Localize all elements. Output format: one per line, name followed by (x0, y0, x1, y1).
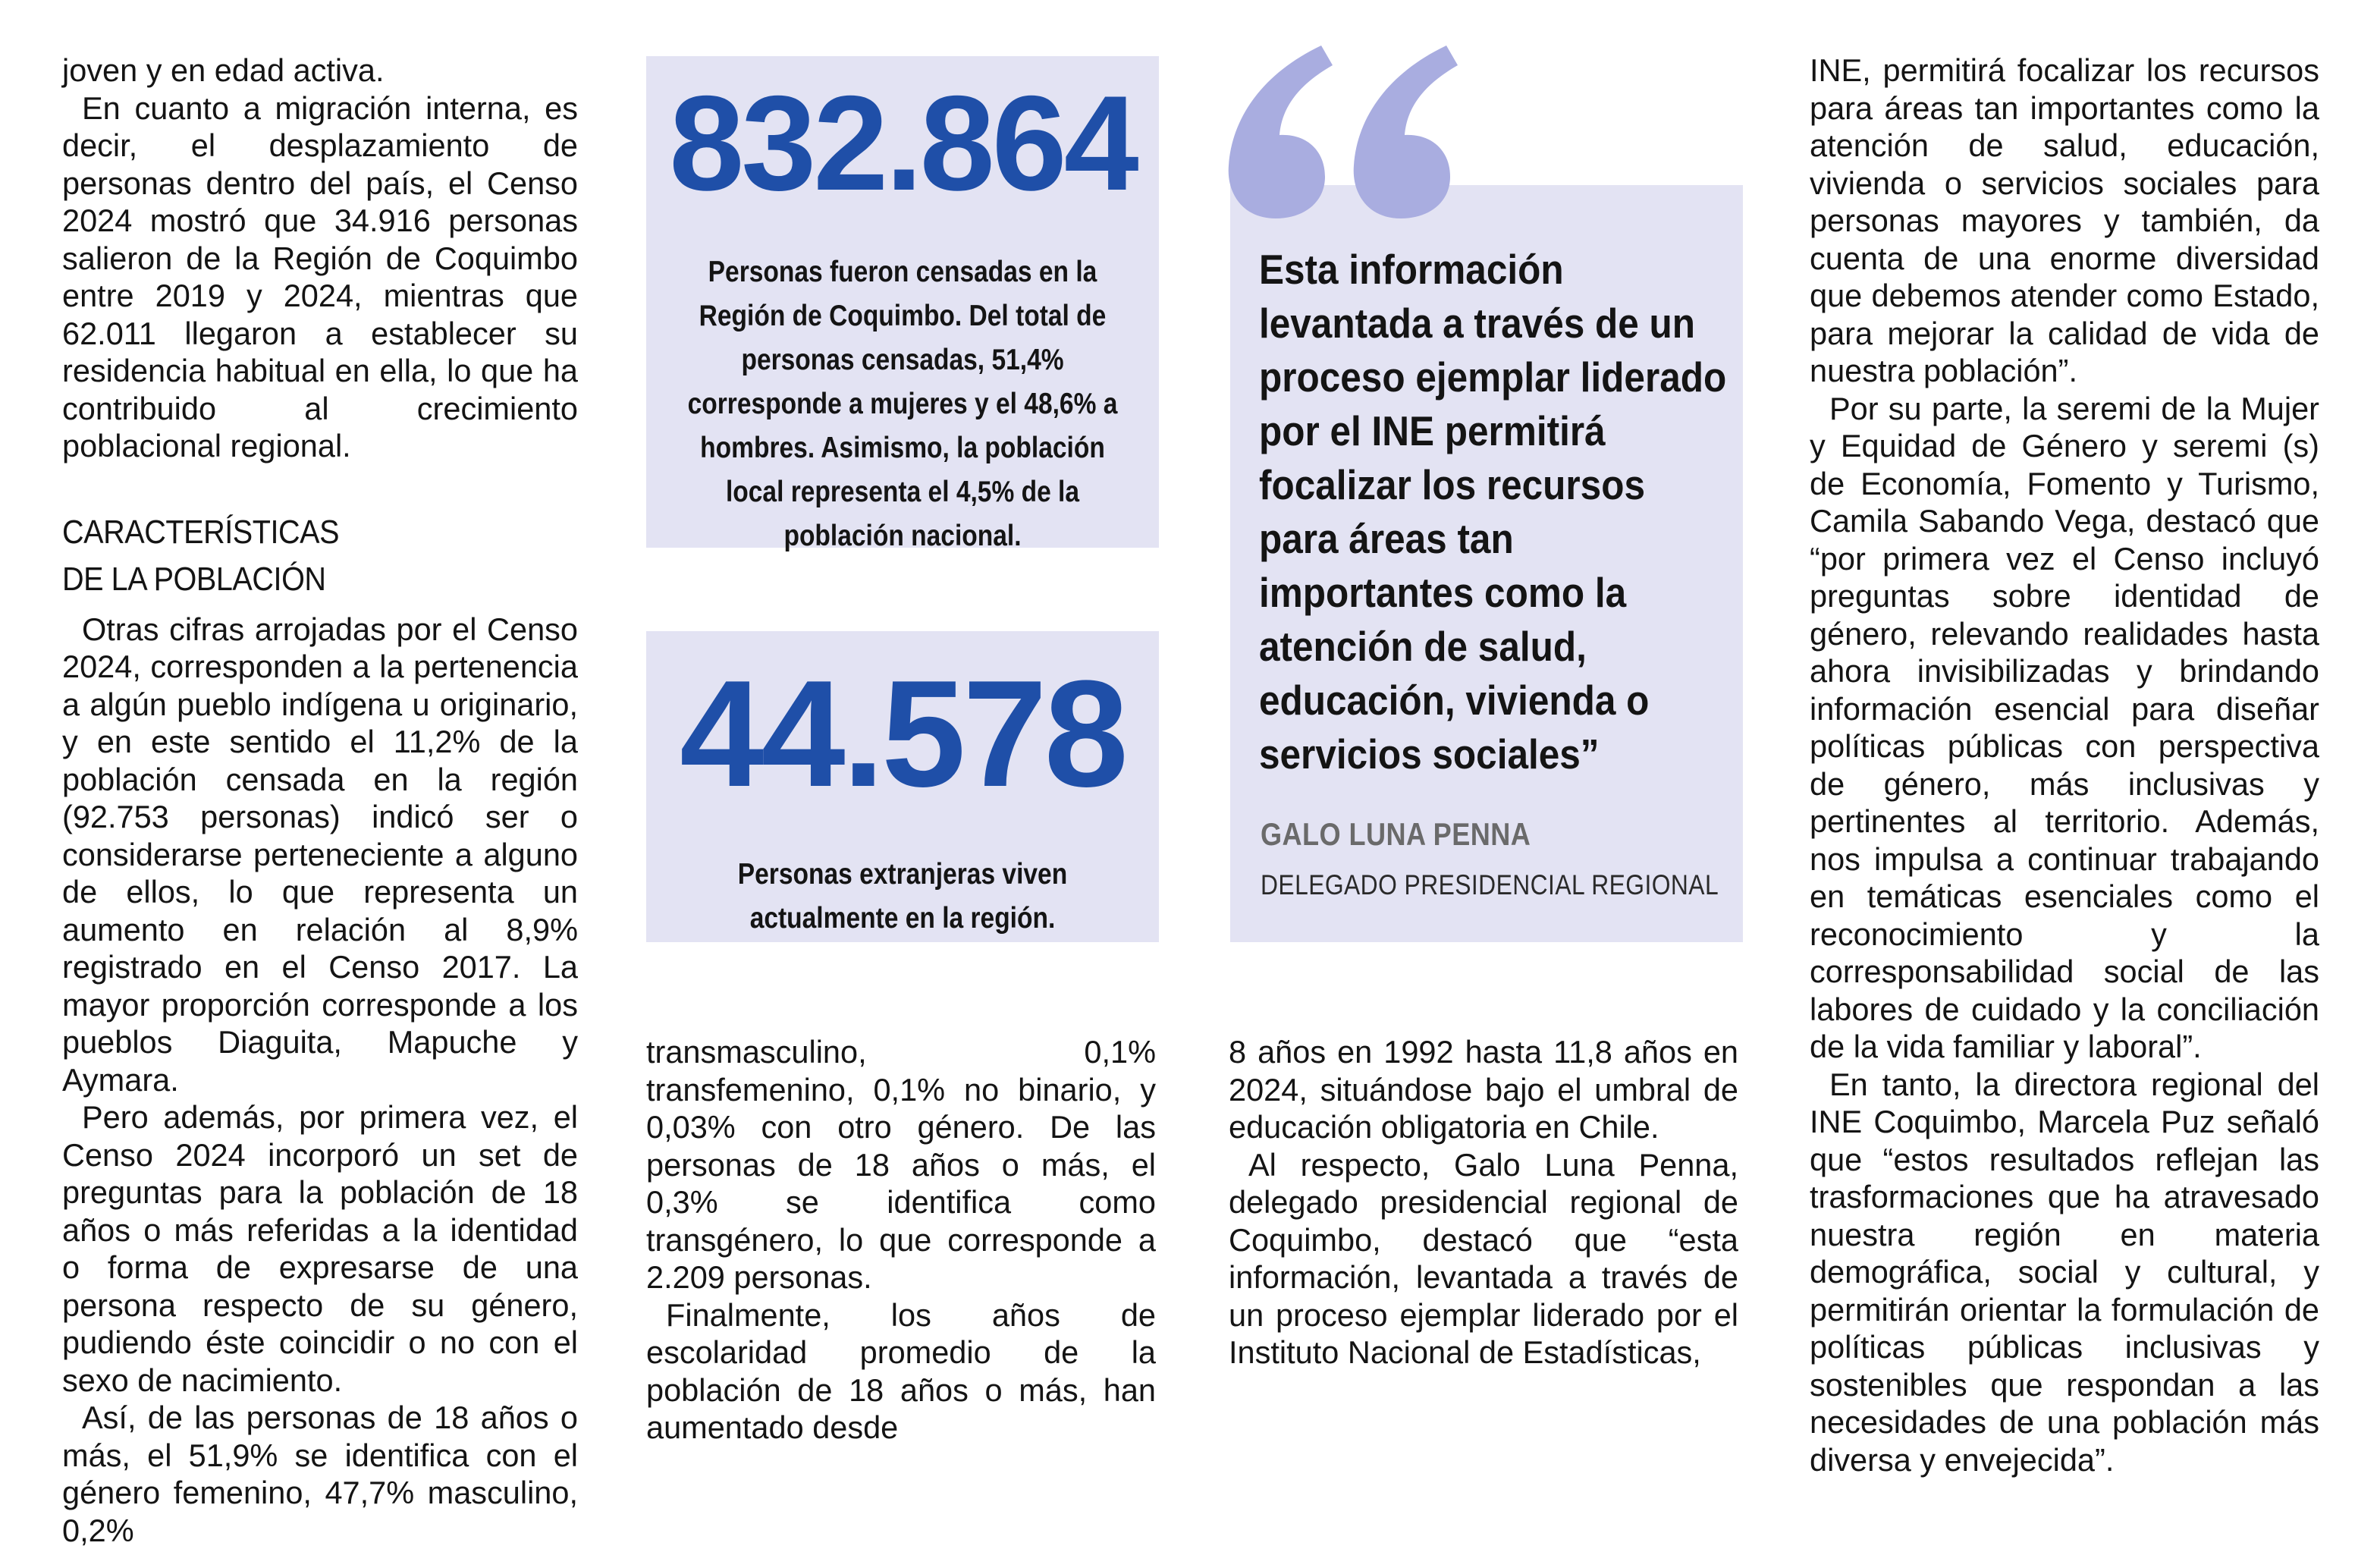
stat-description: Personas extranjeras viven actualmente en la región. (737, 858, 1068, 935)
paragraph: Así, de las personas de 18 años o más, el 51,9% se identifica con el género femenino, 47,7% masculino, 0,2% (62, 1400, 578, 1548)
section-heading (62, 509, 526, 603)
paragraph: En tanto, la directora regional del INE Coquimbo, Marcela Puz señaló que “estos resultados reflejan las trasformaciones que ha atravesado nuestra región en materia demográfica, social y cultural, y permitirán orientar la formulación de políticas públicas inclusivas y sostenibles que respondan a las necesidades de una población más diversa y envejecida”. (1810, 1066, 2319, 1478)
paragraph: 8 años en 1992 hasta 11,8 años en 2024, situándose bajo el umbral de educación obligatoria en Chile. (1229, 1034, 1738, 1145)
stat-box-foreigners (646, 631, 1159, 942)
stat-description: Personas fueron censadas en la Región de Coquimbo. Del total de personas censadas, 51,4% corresponde a mujeres y el 48,6% a hombres. Asimismo, la población local representa el 4,5% de la población nacional. (687, 256, 1118, 552)
article-column-1 (62, 52, 578, 1548)
paragraph: En cuanto a migración interna, es decir, el desplazamiento de personas dentro del país, el Censo 2024 mostró que 34.916 personas salieron de la Región de Coquimbo entre 2019 y 2024, mientras que 62.011 llegaron a establecer su residencia habitual en ella, lo que ha contribuido al crecimiento poblacional regional. (62, 90, 578, 463)
quotation-mark-icon (1223, 29, 1465, 226)
article-column-4 (1810, 52, 2319, 1478)
quote-author: GALO LUNA PENNA (1261, 816, 1531, 852)
article-column-2 (646, 1033, 1156, 1445)
paragraph: INE, permitirá focalizar los recursos para áreas tan importantes como la atención de salud, educación, vivienda o servicios sociales para personas mayores y también, da cuenta de una enorme diversidad que debemos atender como Estado, para mejorar la calidad de vida de nuestra población”. (1810, 52, 2319, 388)
paragraph: Pero además, por primera vez, el Censo 2024 incorporó un set de preguntas para la población de 18 años o más referidas a la identidad o forma de expresarse de una persona respecto de su género, pudiendo éste coincidir o no con el sexo de nacimiento. (62, 1099, 578, 1398)
stat-number: 832.864 (669, 68, 1136, 218)
section-heading-line-2: DE LA POBLACIÓN (62, 560, 326, 598)
pull-quote-text: Esta información levantada a través de un proceso ejemplar liderado por el INE permitirá focalizar los recursos para áreas tan importantes como la atención de salud, educación, vivienda o servicios sociales” (1259, 246, 1727, 778)
stat-number: 44.578 (680, 649, 1126, 818)
section-heading-line-1: CARACTERÍSTICAS (62, 513, 340, 551)
paragraph: transmasculino, 0,1% transfemenino, 0,1% no binario, y 0,03% con otro género. De las personas de 18 años o más, el 0,3% se identifica como transgénero, lo que corresponde a 2.209 personas. (646, 1034, 1156, 1295)
stat-box-census-total (646, 56, 1159, 552)
paragraph: joven y en edad activa. (62, 52, 385, 88)
quote-author-role: DELEGADO PRESIDENCIAL REGIONAL (1261, 869, 1719, 900)
article-column-3 (1229, 1033, 1738, 1382)
paragraph: Al respecto, Galo Luna Penna, delegado presidencial regional de Coquimbo, destacó que “esta información, levantada a través de un proceso ejemplar liderado por el Instituto Nacional de Estadísticas, (1229, 1146, 1738, 1370)
paragraph: Finalmente, los años de escolaridad promedio de la población de 18 años o más, han aumentado desde (646, 1296, 1156, 1445)
paragraph: Otras cifras arrojadas por el Censo 2024, corresponden a la pertenencia a algún pueblo indígena u originario, y en este sentido el 11,2% de la población censada en la región (92.753 personas) indicó ser o considerarse perteneciente a alguno de ellos, lo que representa un aumento en relación al 8,9% registrado en el Censo 2017. La mayor proporción corresponde a los pueblos Diaguita, Mapuche y Aymara. (62, 611, 578, 1098)
paragraph: Por su parte, la seremi de la Mujer y Equidad de Género y seremi (s) de Economía, Fomento y Turismo, Camila Sabando Vega, destacó que “por primera vez el Censo incluyó preguntas sobre identidad de género, relevando realidades hasta ahora invisibilizadas y brindando información esencial para diseñar políticas públicas con perspectiva de género, más inclusivas y pertinentes al territorio. Además, nos impulsa a continuar trabajando en temáticas esenciales como el reconocimiento y la corresponsabilidad social de las labores de cuidado y la conciliación de la vida familiar y laboral”. (1810, 390, 2319, 1064)
